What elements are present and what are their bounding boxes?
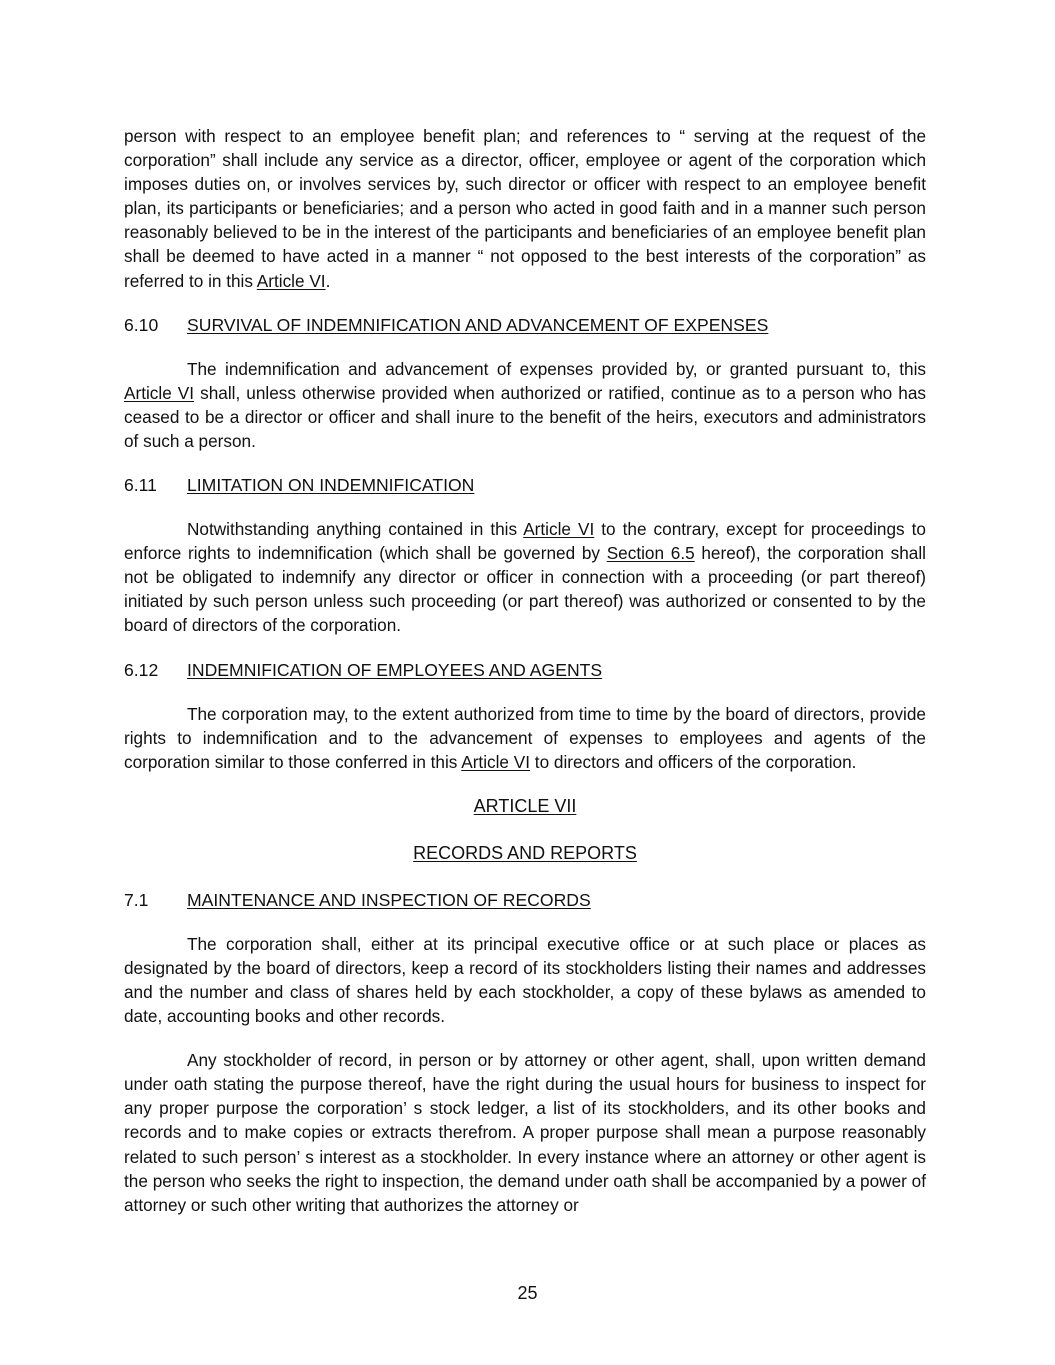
document-page bbox=[124, 124, 926, 1217]
paragraph-text: to the contrary, except for proceedings to enforce rights to indemnification (which shall be governed by bbox=[124, 519, 926, 564]
section-number: 7.1 bbox=[124, 889, 149, 910]
section-number: 6.10 bbox=[124, 314, 159, 335]
article-title bbox=[124, 794, 926, 818]
section-title: MAINTENANCE AND INSPECTION OF RECORDS bbox=[187, 889, 591, 910]
section-6-12-paragraph bbox=[124, 702, 926, 774]
section-6-12-heading bbox=[124, 658, 926, 682]
article-vi-link[interactable]: Article VI bbox=[523, 519, 595, 540]
article-title-text: ARTICLE VII bbox=[473, 795, 577, 816]
section-6-10-heading bbox=[124, 313, 926, 337]
article-vi-link[interactable]: Article VI bbox=[256, 270, 326, 291]
section-number: 6.11 bbox=[124, 475, 157, 496]
intro-paragraph bbox=[124, 124, 926, 293]
paragraph-text: The corporation may, to the extent authorized from time to time by the board of directors, provide rights to indemnification and to the advancement of expenses to employees and agents of the corporation similar to those conferred in this bbox=[124, 703, 926, 772]
paragraph-text: shall, unless otherwise provided when authorized or ratified, continue as to a person who has ceased to be a director or officer and shall inure to the benefit of the heirs, executors and administrators of such a person. bbox=[124, 382, 926, 451]
section-6-11-heading bbox=[124, 473, 926, 497]
section-7-1-paragraph-2: Any stockholder of record, in person or by attorney or other agent, shall, upon written demand under oath stating the purpose thereof, have the right during the usual hours for business to inspect for any proper purpose the corporation’ s stock ledger, a list of its stockholders, and its other books and records and to make copies or extracts therefrom. A proper purpose shall mean a purpose reasonably related to such person’ s interest as a stockholder. In every instance where an attorney or other agent is the person who seeks the right to inspection, the demand under oath shall be accompanied by a power of attorney or such other writing that authorizes the attorney or bbox=[124, 1050, 926, 1215]
article-subtitle-text: RECORDS AND REPORTS bbox=[413, 842, 637, 863]
section-6-10-paragraph bbox=[124, 357, 926, 453]
paragraph-text: Notwithstanding anything contained in this bbox=[187, 519, 524, 540]
section-title: LIMITATION ON INDEMNIFICATION bbox=[187, 475, 475, 496]
section-title: INDEMNIFICATION OF EMPLOYEES AND AGENTS bbox=[187, 659, 603, 680]
article-vi-link[interactable]: Article VI bbox=[461, 751, 531, 772]
paragraph-text: to directors and officers of the corporation. bbox=[530, 751, 857, 772]
article-vi-link[interactable]: Article VI bbox=[124, 382, 195, 403]
paragraph-text: hereof), the corporation shall not be obligated to indemnify any director or officer in connection with a proceeding (or part thereof) initiated by such person unless such proceeding (or part thereof) was authorized or consented to by the board of directors of the corporation. bbox=[124, 543, 926, 636]
intro-text: person with respect to an employee benefit plan; and references to “ serving at the request of the corporation” shall include any service as a director, officer, employee or agent of the corporation which imposes duties on, or involves services by, such director or officer with respect to an employee benefit plan, its participants or beneficiaries; and a person who acted in good faith and in a manner such person reasonably believed to be in the interest of the participants and beneficiaries of an employee benefit plan shall be deemed to have acted in a manner “ not opposed to the best interests of the corporation” as referred to in this bbox=[124, 126, 926, 291]
intro-text-end: . bbox=[325, 270, 331, 291]
section-6-11-paragraph bbox=[124, 517, 926, 637]
page-number: 25 bbox=[517, 1283, 538, 1303]
section-number: 6.12 bbox=[124, 659, 159, 680]
paragraph-text: The indemnification and advancement of expenses provided by, or granted pursuant to, this bbox=[187, 358, 926, 379]
article-subtitle bbox=[124, 841, 926, 865]
section-7-1-heading bbox=[124, 888, 926, 912]
section-7-1-paragraph-1: The corporation shall, either at its principal executive office or at such place or places as designated by the board of directors, keep a record of its stockholders listing their names and addresses and the number and class of shares held by each stockholder, a copy of these bylaws as amended to date, accounting books and other records. bbox=[124, 933, 926, 1027]
section-6-5-link[interactable]: Section 6.5 bbox=[606, 543, 695, 564]
section-title: SURVIVAL OF INDEMNIFICATION AND ADVANCEMENT OF EXPENSES bbox=[187, 314, 769, 335]
